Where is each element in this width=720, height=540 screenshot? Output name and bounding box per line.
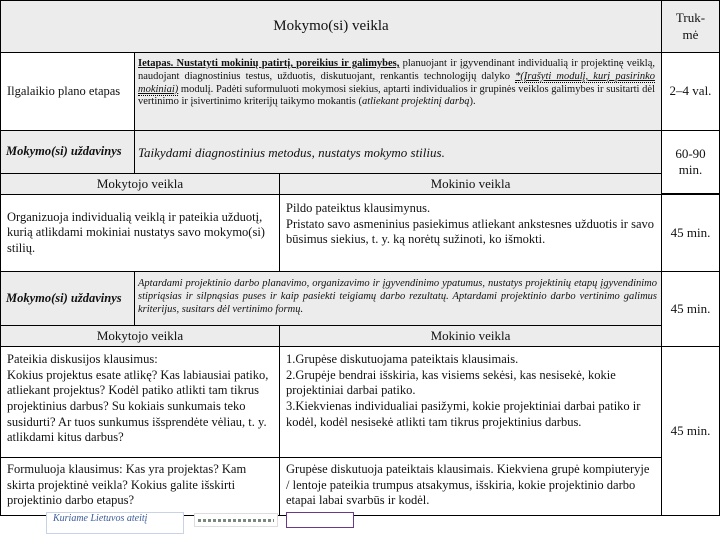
row3-teacher: [0, 457, 280, 516]
task2-text: [134, 271, 662, 326]
row2-student: [279, 346, 662, 458]
row3-student: [279, 457, 662, 516]
stage-description: [134, 52, 662, 131]
footer-partner-logo-mark: [198, 519, 274, 522]
row1-student-text: Pildo pateiktus klausimynus. Pristato savo asmeninius pasiekimus atliekant ankstesnes užduotis ir savo būsimus siekius, t. y. ką norėtų sužinoti, ko išmokti.: [286, 201, 654, 247]
task2-label-text: Mokymo(si) uždavinys: [6, 290, 122, 305]
row1-teacher: [0, 194, 280, 272]
row2-teacher: [0, 346, 280, 458]
row2-teacher-text: Pateikia diskusijos klausimus: Kokius projektus esate atlikę? Kas labiausiai patiko, atliekant projektus? Kodėl patiko atlikti tam tikrus projektinius darbus? Su kokiais sunkumais teko susidurti? Ar tuos sunkumus išsprendėte vėliau, t. y. atlikdami kitus darbus?: [7, 352, 269, 445]
task1-label: [0, 130, 135, 174]
task1-text: [134, 130, 662, 174]
duration-header: [661, 0, 720, 53]
student-column-header-2: [279, 325, 662, 347]
teacher-column-header: [0, 173, 280, 195]
task2-label: [0, 271, 135, 326]
task1-text-content: Taikydami diagnostinius metodus, nustatys mokymo stilius.: [138, 145, 445, 160]
stage-bold-lead: Ietapas. Nustatyti mokinių patirtį, poreikius ir galimybes,: [138, 58, 400, 69]
teacher-column-header-text: Mokytojo veikla: [96, 175, 184, 191]
table-title-text: Mokymo(si) veikla: [273, 18, 389, 35]
row2-duration: [661, 346, 720, 516]
teacher-column-header-2-text: Mokytojo veikla: [96, 327, 184, 343]
task2-duration-text: 45 min.: [670, 300, 711, 316]
row1-duration: [661, 194, 720, 272]
stage-text-b-italic: atliekant projektinį darbą: [361, 96, 470, 108]
task2-duration: [661, 271, 720, 347]
duration-header-text: Truk- mė: [675, 10, 706, 42]
row2-student-text: 1.Grupėse diskutuojama pateiktais klausimais. 2.Grupėje bendrai išskiria, kas visiems sekėsi, kas nesisekė, kokie projektiniai darbai patiko. 3.Kiekvienas individualiai pasižymi, kokie projektiniai darbai patiko ir kodėl, kodėl nesisekė atlikti tam tikrus projektinius darbus.: [286, 352, 641, 429]
row3-teacher-text: Formuluoja klausimus: Kas yra projektas? Kam skirta projektinė veikla? Kokius galite išskirti projektinio darbo etapus?: [7, 462, 247, 508]
task1-duration-text: 60-90 min.: [675, 145, 706, 177]
footer-slogan-text: Kuriame Lietuvos ateitį: [53, 513, 148, 524]
footer-slogan-logo: [46, 512, 184, 534]
task1-label-text: Mokymo(si) uždavinys: [6, 144, 122, 159]
stage-duration: [661, 52, 720, 131]
student-column-header-2-text: Mokinio veikla: [430, 327, 511, 343]
row1-duration-text: 45 min.: [670, 224, 711, 240]
task1-duration: [661, 130, 720, 194]
stage-text-b: modulį. Padėti suformuluoti mokymosi siekius, aptarti individualios ir grupinės veiklos galimybes ir susitarti dėl vertinimo ir įsivertinimo kriterijų taikymo mokantis (: [138, 83, 655, 108]
footer-partner-logo: [194, 513, 278, 527]
stage-module-placeholder: *(Įrašyti modulį, kurį pasirinko mokiniai): [138, 70, 655, 95]
row2-duration-text: 45 min.: [670, 422, 711, 438]
student-column-header: [279, 173, 662, 195]
table-title: [0, 0, 662, 53]
task2-text-content: Aptardami projektinio darbo planavimo, organizavimo ir įgyvendinimo ypatumus, nustatys projektinių etapų įgyvendinimo stipriąsias ir silpnąsias puses ir kaip pasiekti teigiamų darbo rezultatų. Aptardami projektinio darbo vertinimo galimus kriterijus, susitars dėl vertinimo formų.: [138, 278, 657, 315]
stage-duration-text: 2–4 val.: [669, 83, 712, 99]
row1-teacher-text: Organizuoja individualią veiklą ir pateikia užduotį, kurią atlikdami mokiniai nustatys savo mokymo(si) stilių.: [7, 209, 265, 255]
stage-text-b-end: ).: [469, 96, 476, 108]
teacher-column-header-2: [0, 325, 280, 347]
stage-label: [0, 52, 135, 131]
row1-student: [279, 194, 662, 272]
student-column-header-text: Mokinio veikla: [430, 175, 511, 191]
row3-student-text: Grupėse diskutuoja pateiktais klausimais. Kiekviena grupė kompiuteryje / lentoje pateikia trumpus atsakymus, išskiria, kokie projektinio darbo etapai labai svarbūs ir kodėl.: [286, 462, 650, 508]
footer-emblem-logo: [286, 512, 354, 528]
stage-text-a: planuojant ir įgyvendinant individualią ir projektinę veiklą, naudojant diagnostinius testus, užduotis, diskutuojant, renkantis technologijų dalyko: [138, 58, 656, 82]
stage-label-text: Ilgalaikio plano etapas: [7, 83, 121, 98]
